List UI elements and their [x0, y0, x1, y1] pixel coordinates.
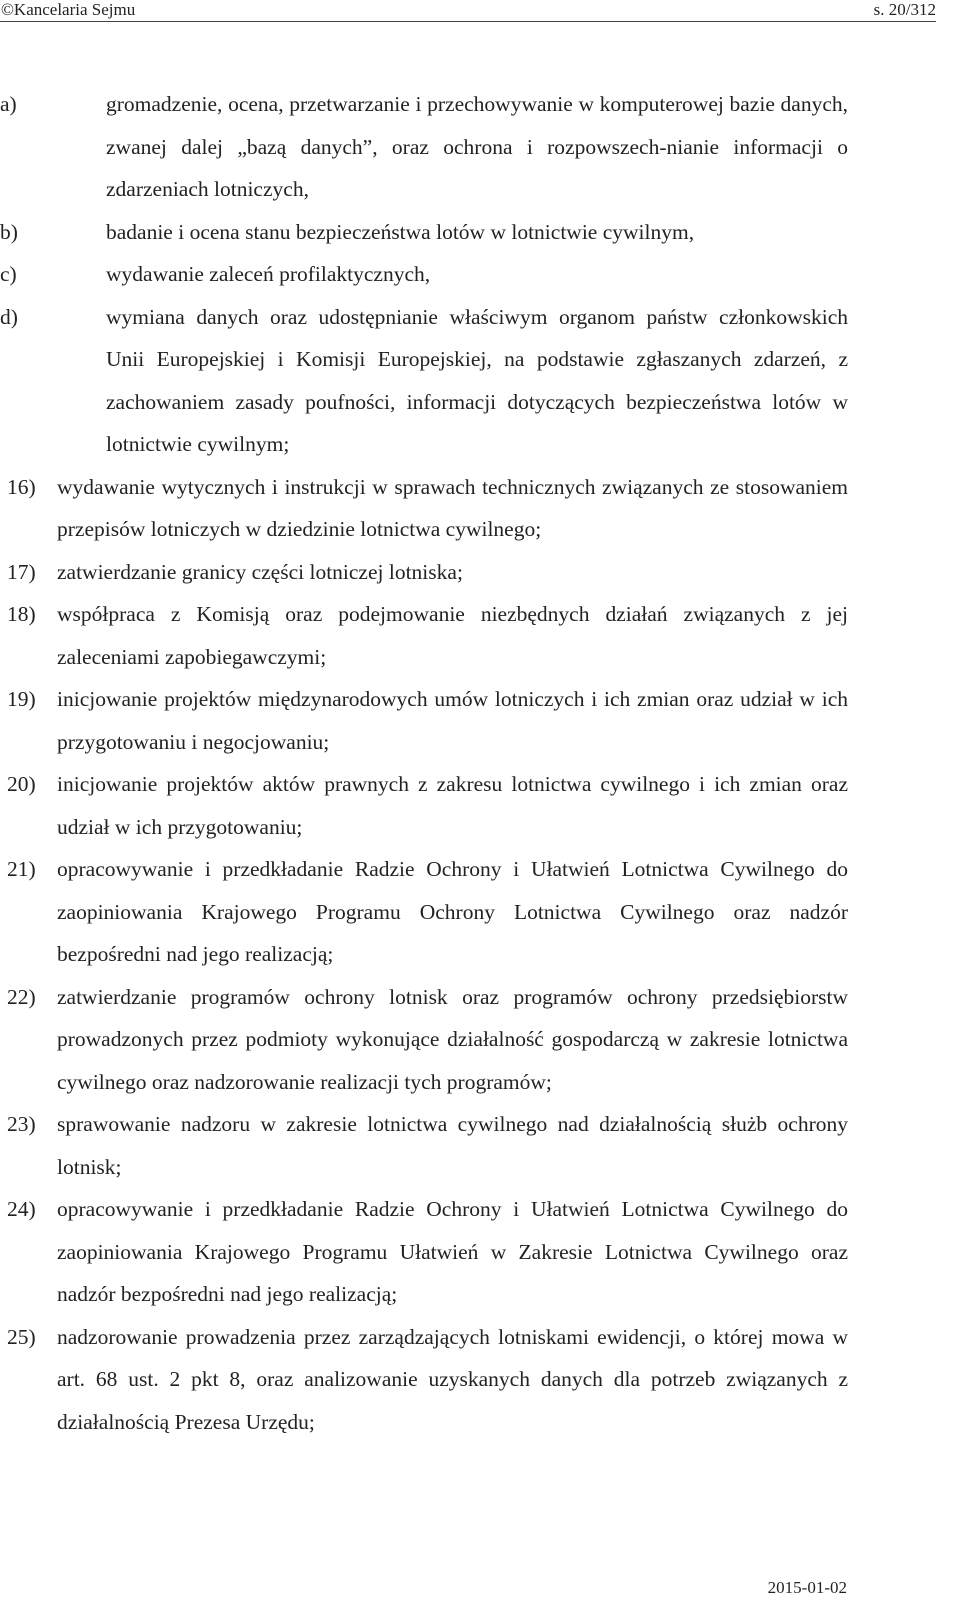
list-item-23	[7, 1103, 848, 1188]
footer-date: 2015-01-02	[767, 1578, 847, 1597]
item-number: 16)	[7, 474, 36, 499]
item-number: a)	[0, 92, 17, 116]
item-text: inicjowanie projektów aktów prawnych z zakresu lotnictwa cywilnego i ich zmian oraz udział w ich przygotowaniu;	[57, 772, 848, 839]
list-item-a	[0, 83, 848, 211]
item-number: 18)	[7, 602, 36, 626]
page-number: s. 20/312	[873, 0, 936, 19]
list-item-20	[7, 763, 848, 848]
page-header	[0, 0, 960, 24]
item-text: inicjowanie projektów międzynarodowych umów lotniczych i ich zmian oraz udział w ich przygotowaniu i negocjowaniu;	[57, 687, 848, 754]
list-item-17	[7, 551, 848, 594]
item-number: c)	[0, 262, 17, 286]
item-number: 19)	[7, 687, 36, 711]
list-item-c	[0, 253, 848, 296]
item-number: 20)	[7, 772, 36, 796]
list-item-24	[7, 1188, 848, 1316]
item-number: 17)	[7, 559, 36, 584]
item-text: zatwierdzanie programów ochrony lotnisk oraz programów ochrony przedsiębiorstw prowadzonych przez podmioty wykonujące działalność gospodarczą w zakresie lotnictwa cywilnego oraz nadzorowanie realizacji tych programów;	[57, 984, 848, 1094]
list-item-21	[7, 848, 848, 976]
item-number: 22)	[7, 984, 36, 1009]
item-text: nadzorowanie prowadzenia przez zarządzających lotniskami ewidencji, o której mowa w art. 68 ust. 2 pkt 8, oraz analizowanie uzyskanych danych dla potrzeb związanych z działalnością Prezesa Urzędu;	[57, 1324, 848, 1434]
list-item-22	[7, 976, 848, 1104]
item-text: gromadzenie, ocena, przetwarzanie i przechowywanie w komputerowej bazie danych, zwanej dalej „bazą danych”, oraz ochrona i rozpowszech-nianie informacji o zdarzeniach lotniczych,	[106, 92, 848, 201]
item-text: współpraca z Komisją oraz podejmowanie niezbędnych działań związanych z jej zaleceniami zapobiegawczymi;	[57, 602, 848, 669]
list-item-d	[0, 296, 848, 466]
header-rule	[0, 21, 936, 22]
copyright-label: ©Kancelaria Sejmu	[1, 0, 136, 19]
item-text: opracowywanie i przedkładanie Radzie Ochrony i Ułatwień Lotnictwa Cywilnego do zaopiniowania Krajowego Programu Ułatwień w Zakresie Lotnictwa Cywilnego oraz nadzór bezpośredni nad jego realizacją;	[57, 1197, 848, 1306]
item-number: 21)	[7, 857, 36, 881]
item-text: badanie i ocena stanu bezpieczeństwa lotów w lotnictwie cywilnym,	[106, 219, 695, 244]
item-number: d)	[0, 304, 18, 329]
item-number: 23)	[7, 1112, 36, 1136]
list-item-16	[7, 466, 848, 551]
item-number: 24)	[7, 1197, 36, 1221]
list-item-19	[7, 678, 848, 763]
item-text: opracowywanie i przedkładanie Radzie Ochrony i Ułatwień Lotnictwa Cywilnego do zaopiniowania Krajowego Programu Ochrony Lotnictwa Cywilnego oraz nadzór bezpośredni nad jego realizacją;	[57, 857, 848, 966]
list-item-18	[7, 593, 848, 678]
item-text: wydawanie zaleceń profilaktycznych,	[106, 262, 431, 286]
item-number: 25)	[7, 1324, 36, 1349]
item-number: b)	[0, 219, 18, 244]
list-item-b	[0, 211, 848, 254]
item-text: wydawanie wytycznych i instrukcji w sprawach technicznych związanych ze stosowaniem przepisów lotniczych w dziedzinie lotnictwa cywilnego;	[57, 474, 848, 541]
list-item-25	[7, 1316, 848, 1444]
item-text: zatwierdzanie granicy części lotniczej lotniska;	[57, 559, 463, 584]
document-body	[0, 83, 960, 1443]
item-text: sprawowanie nadzoru w zakresie lotnictwa cywilnego nad działalnością służb ochrony lotnisk;	[57, 1112, 848, 1179]
item-text: wymiana danych oraz udostępnianie właściwym organom państw członkowskich Unii Europejskiej i Komisji Europejskiej, na podstawie zgłaszanych zdarzeń, z zachowaniem zasady poufności, informacji dotyczących bezpieczeństwa lotów w lotnictwie cywilnym;	[106, 304, 848, 456]
